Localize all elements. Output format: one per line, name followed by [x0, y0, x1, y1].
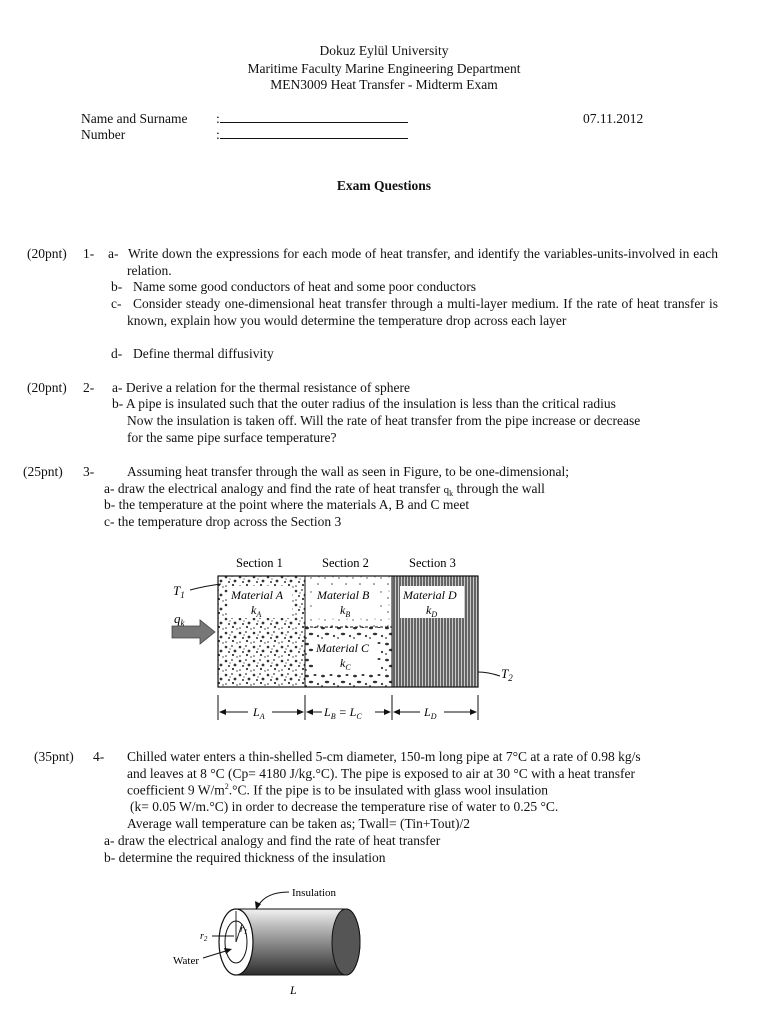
q2-number: 2- [83, 380, 95, 395]
r1-label: $r_1$ [240, 924, 248, 936]
q1-points: (20pnt) [27, 246, 67, 261]
material-c-label: Material C [316, 641, 369, 655]
qk-label: $q_k$ [174, 611, 185, 628]
q3-number: 3- [83, 464, 95, 479]
q3c-text: c- the temperature drop across the Section 3 [104, 514, 342, 529]
ld-label: $L_D$ [424, 705, 437, 721]
q4-points: (35pnt) [34, 749, 74, 764]
number-underline [220, 128, 408, 139]
q3b-text: b- the temperature at the point where the materials A, B and C meet [104, 497, 470, 512]
q4-line-1: Chilled water enters a thin-shelled 5-cm diameter, 150-m long pipe at 7°C at a rate of 0.98 kg/s [127, 749, 641, 764]
q1d-text: Define thermal diffusivity [133, 346, 274, 361]
course-title: MEN3009 Heat Transfer - Midterm Exam [270, 77, 498, 92]
q1d-label: d- [111, 346, 123, 361]
section1-label: Section 1 [236, 556, 283, 570]
q1b-text: Name some good conductors of heat and some poor conductors [133, 279, 477, 294]
t1-leader [190, 584, 221, 590]
kd-label: $k_D$ [426, 603, 438, 619]
la-label: $L_A$ [253, 705, 265, 721]
dim-la-arrow-left [219, 709, 226, 715]
insulation-leader [258, 892, 289, 906]
q1-number: 1- [83, 246, 95, 261]
faculty-name: Maritime Faculty Marine Engineering Department [247, 61, 521, 76]
water-label: Water [173, 955, 199, 967]
q2b-text: b- A pipe is insulated such that the outer radius of the insulation is less than the critical radius [112, 396, 616, 411]
section3-label: Section 3 [409, 556, 456, 570]
q2-points: (20pnt) [27, 380, 67, 395]
insulated-pipe-figure [160, 878, 390, 998]
name-colon: : [216, 111, 220, 126]
q1a-label: a- [108, 246, 119, 261]
dim-lbc-arrow-right [384, 709, 391, 715]
number-colon: : [216, 127, 220, 142]
material-a-label: Material A [231, 588, 284, 602]
t2-leader [478, 672, 500, 676]
material-d-label: Material D [403, 588, 457, 602]
section-title: Exam Questions [336, 178, 432, 193]
dim-ld-arrow-left [393, 709, 400, 715]
pipe-far-end [332, 909, 360, 975]
q4-line-5: Average wall temperature can be taken as; Twall= (Tin+Tout)/2 [127, 816, 470, 831]
q4a-text: a- draw the electrical analogy and find the rate of heat transfer [104, 833, 441, 848]
university-name: Dokuz Eylül University [319, 43, 449, 58]
kb-label: $k_B$ [340, 603, 351, 619]
insulation-label: Insulation [292, 887, 336, 899]
q4-line-2: and leaves at 8 °C (Cp= 4180 J/kg.°C). The pipe is exposed to air at 30 °C with a heat transfer [127, 766, 635, 781]
composite-wall-figure [160, 550, 513, 730]
t1-label: $T_1$ [173, 583, 185, 600]
q4b-text: b- determine the required thickness of the insulation [104, 850, 386, 865]
q2a-text: a- Derive a relation for the thermal resistance of sphere [112, 380, 410, 395]
q1c-label: c- [111, 296, 122, 311]
material-b-label: Material B [317, 588, 370, 602]
q2b-text-3: for the same pipe surface temperature? [127, 430, 337, 445]
q3-points: (25pnt) [23, 464, 63, 479]
t2-label: $T_2$ [501, 666, 513, 683]
exam-date: 07.11.2012 [583, 111, 644, 126]
r2-label: $r_2$ [200, 931, 208, 943]
q1a-text: Write down the expressions for each mode of heat transfer, and identify the variables-units-involved in each relation. [127, 246, 718, 278]
number-field[interactable] [216, 127, 408, 143]
length-label: L [290, 983, 297, 997]
q4-number: 4- [93, 749, 105, 764]
q4-line-4: (k= 0.05 W/m.°C) in order to decrease the temperature rise of water to 0.25 °C. [130, 799, 559, 814]
q1b-label: b- [111, 279, 123, 294]
name-underline [220, 112, 408, 123]
q1c-text: Consider steady one-dimensional heat transfer through a multi-layer medium. If the rate of heat transfer is known, explain how you would determine the temperature drop across each layer [127, 296, 718, 328]
dim-lbc-arrow-left [306, 709, 313, 715]
kc-label: $k_C$ [340, 656, 351, 672]
section2-label: Section 2 [322, 556, 369, 570]
lbc-label: $L_B = L_C$ [324, 705, 362, 721]
dim-ld-arrow-right [470, 709, 477, 715]
ka-label: $k_A$ [251, 603, 262, 619]
name-label: Name and Surname [81, 111, 188, 126]
q4-line-3: coefficient 9 $W/m^2.^\circ C$. If the pipe is to be insulated with glass wool insulation [127, 782, 548, 798]
q2b-text-2: Now the insulation is taken off. Will the rate of heat transfer from the pipe increase or decrease [127, 413, 641, 428]
number-label: Number [81, 127, 126, 142]
dim-la-arrow-right [297, 709, 304, 715]
q3-intro: Assuming heat transfer through the wall as seen in Figure, to be one-dimensional; [127, 464, 570, 479]
q3a-text: a- draw the electrical analogy and find the rate of heat transfer $q_k$ through the wall [104, 481, 545, 499]
name-field[interactable] [216, 111, 408, 127]
